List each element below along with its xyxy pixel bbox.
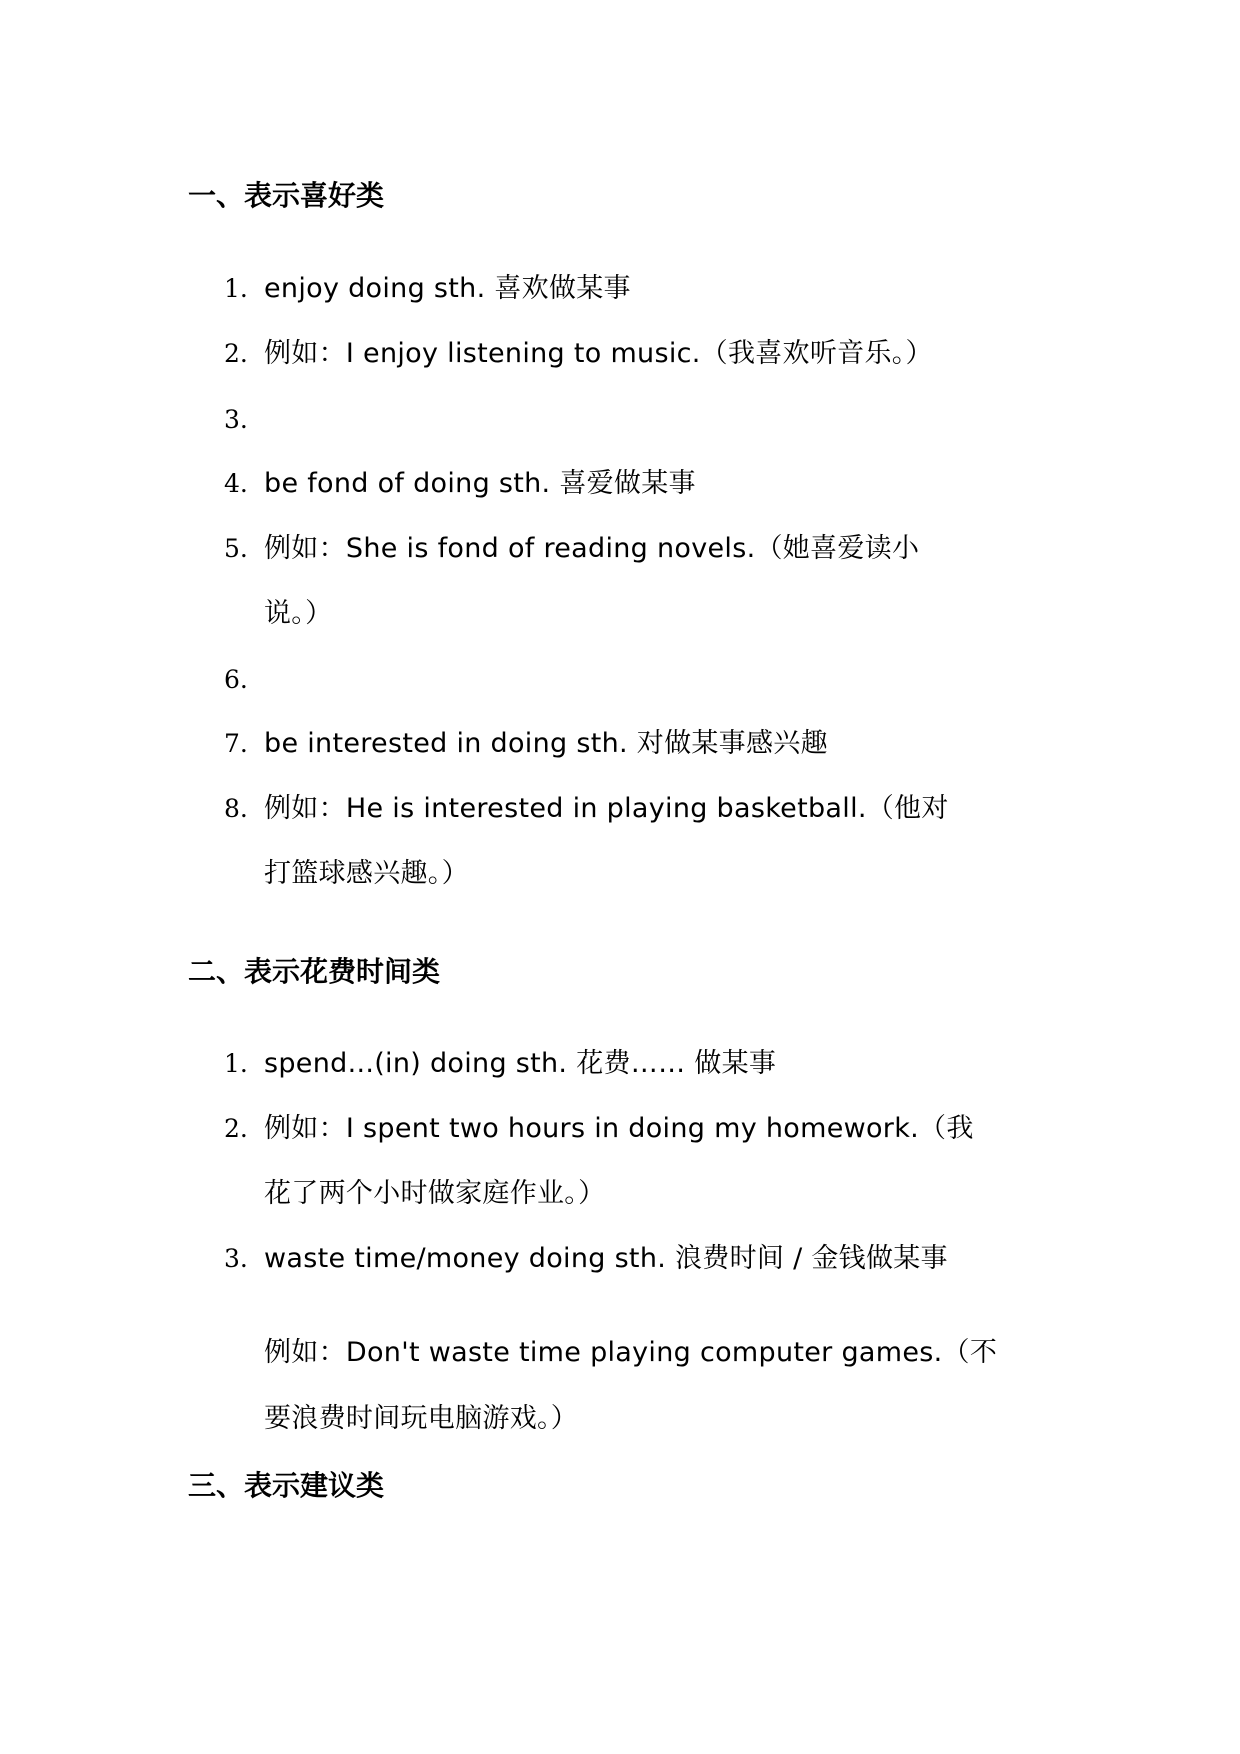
list-item bbox=[0, 334, 1240, 374]
section-heading: 二、表示花费时间类 bbox=[188, 955, 441, 988]
list-item bbox=[0, 464, 1240, 504]
list-item bbox=[0, 724, 1240, 764]
list-number: 3. bbox=[224, 1244, 248, 1273]
list-number: 6. bbox=[224, 665, 248, 694]
section-heading: 三、表示建议类 bbox=[188, 1469, 385, 1502]
list-text: 例如：He is interested in playing basketball.（他对 bbox=[264, 793, 949, 824]
list-text: enjoy doing sth. 喜欢做某事 bbox=[264, 273, 631, 304]
list-item bbox=[0, 1239, 1240, 1279]
list-number: 5. bbox=[224, 534, 248, 563]
list-item bbox=[0, 1044, 1240, 1084]
list-item bbox=[0, 660, 1240, 700]
list-number: 8. bbox=[224, 794, 248, 823]
list-item bbox=[0, 269, 1240, 309]
list-text-continuation: 说。） bbox=[264, 598, 333, 629]
list-text: 例如：She is fond of reading novels.（她喜爱读小 bbox=[264, 533, 920, 564]
list-number: 4. bbox=[224, 469, 248, 498]
list-text: be interested in doing sth. 对做某事感兴趣 bbox=[264, 728, 828, 759]
section-heading: 一、表示喜好类 bbox=[188, 179, 385, 212]
list-text-continuation: 花了两个小时做家庭作业。） bbox=[264, 1178, 606, 1209]
list-number: 1. bbox=[224, 1049, 248, 1078]
list-text: 例如：I enjoy listening to music.（我喜欢听音乐。） bbox=[264, 338, 933, 369]
list-text: waste time/money doing sth. 浪费时间 / 金钱做某事 bbox=[264, 1243, 948, 1274]
list-item bbox=[0, 400, 1240, 440]
list-text: be fond of doing sth. 喜爱做某事 bbox=[264, 468, 696, 499]
list-text: spend...(in) doing sth. 花费…… 做某事 bbox=[264, 1048, 777, 1079]
list-number: 3. bbox=[224, 405, 248, 434]
example-paragraph-continuation: 要浪费时间玩电脑游戏。） bbox=[264, 1403, 579, 1434]
example-paragraph: 例如：Don't waste time playing computer games.（不 bbox=[264, 1337, 998, 1368]
list-number: 2. bbox=[224, 339, 248, 368]
list-item bbox=[0, 789, 1240, 829]
list-item bbox=[0, 529, 1240, 569]
list-item bbox=[0, 1109, 1240, 1149]
list-text-continuation: 打篮球感兴趣。） bbox=[264, 858, 469, 889]
list-number: 7. bbox=[224, 729, 248, 758]
list-number: 1. bbox=[224, 274, 248, 303]
list-text: 例如：I spent two hours in doing my homework.（我 bbox=[264, 1113, 974, 1144]
list-number: 2. bbox=[224, 1114, 248, 1143]
